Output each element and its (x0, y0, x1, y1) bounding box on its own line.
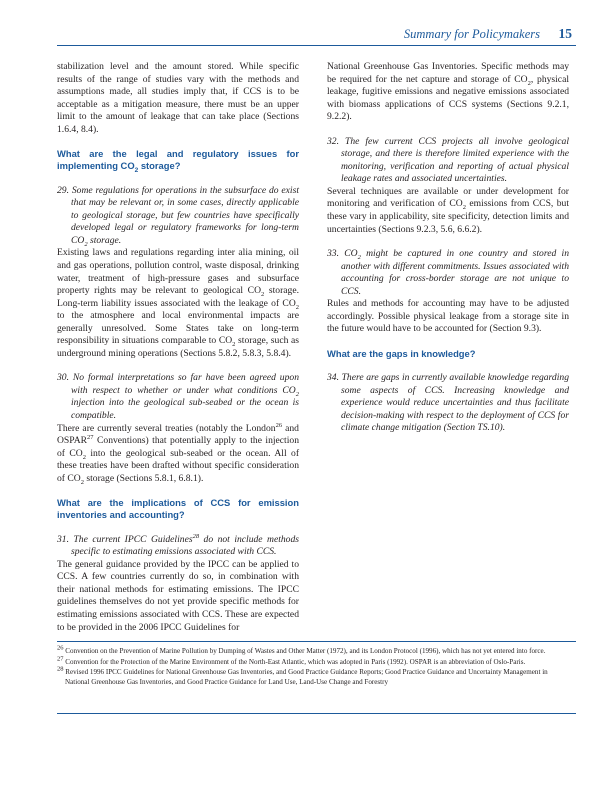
left-column (57, 61, 299, 634)
heading-legal-regulatory: What are the legal and regulatory issues for implementing $CO_2$ storage? (57, 148, 299, 175)
footnotes (57, 644, 569, 688)
paragraph-32: Several techniques are available or under development for monitoring and verification of $CO_2$ emissions from CCS, but these vary in applicability, site specificity, detection limits and uncertainties (Sections 9.2.3, 5.6, 6.6.2). (327, 185, 569, 235)
paragraph-33: Rules and methods for accounting may have to be adjusted accordingly. Possible physical leakage from a storage site in the future would have to be accounted for (Section 9.3). (327, 298, 569, 335)
footnote-rule-bottom (57, 713, 576, 714)
finding-30: 30. No formal interpretations so far have been agreed upon with respect to whether or under what conditions $CO_2$ injection into the geological sub-seabed or the ocean is compatible. (57, 372, 299, 421)
paragraph-31: The general guidance provided by the IPCC can be applied to CCS. A few countries currently do so, in combination with their national methods for estimating emissions. The IPCC guidelines themselves do not yet provide specific methods for estimating emissions associated with CCS. These are expected to be provided in the 2006 IPCC Guidelines for (57, 558, 299, 633)
heading-knowledge-gaps: What are the gaps in knowledge? (327, 347, 476, 359)
heading-implications: What are the implications of CCS for emission inventories and accounting? (57, 497, 299, 521)
finding-31: 31. The current IPCC Guidelines$^{28}$ do not include methods specific to estimating emissions associated with CCS. (57, 532, 299, 558)
right-column (327, 61, 569, 435)
paragraph-30: There are currently several treaties (notably the London$^{26}$ and OSPAR$^{27}$ Conventions) that potentially apply to the injection of $CO_2$ into the geological sub-seabed or the ocean. All of these treaties have been drafted without specific consideration of $CO_2$ storage (Sections 5.8.1, 6.8.1). (57, 421, 300, 486)
running-header-title: Summary for Policymakers (403, 27, 540, 41)
footnote-28: $^{28}$ Revised 1996 IPCC Guidelines for National Greenhouse Gas Inventories, and Good Practice Guidance Reports; Good Practice Guidance and Uncertainty Management in National Greenhouse Gas Inventories, and Good Practice Guidance for Land Use, Land-Use Change and Forestry (57, 665, 548, 686)
paragraph-intro: stabilization level and the amount stored. While specific results of the range of studies vary with the methods and assumptions made, all studies imply that, if CCS is to be acceptable as a mitigation measure, there must be an upper limit to the amount of leakage that can take place (Sections 1.6.4, 8.4). (57, 61, 299, 135)
footnote-27: $^{27}$ Convention for the Protection of the Marine Environment of the North-East Atlantic, which was adopted in Paris (1992). OSPAR is an abbreviation of Oslo-Paris. (57, 655, 526, 666)
footnote-26: $^{26}$ Convention on the Prevention of Marine Pollution by Dumping of Wastes and Other Matter (1972), and its London Protocol (1996), which has not yet entered into force. (57, 644, 546, 655)
footnote-rule-top (57, 641, 576, 642)
finding-32: 32. The few current CCS projects all involve geological storage, and there is therefore limited experience with the monitoring, verification and reporting of actual physical leakage rates and associated uncertainties. (327, 135, 569, 185)
finding-29: 29. Some regulations for operations in the subsurface do exist that may be relevant or, in some cases, directly applicable to geological storage, but few countries have specifically developed legal or regulatory frameworks for long-term $CO_2$ storage. (57, 184, 299, 248)
page-number: 15 (558, 26, 572, 41)
finding-34: 34. There are gaps in currently available knowledge regarding some aspects of CCS. Increasing knowledge and experience would reduce uncertainties and thus facilitate decision-making with respect to the deployment of CCS for climate change mitigation (Section TS.10). (327, 372, 569, 434)
header-rule (57, 45, 576, 46)
finding-33: 33. $CO_2$ might be captured in one country and stored in another with different commitments. Issues associated with accounting for cross-border storage are not unique to CCS. (327, 248, 570, 297)
paragraph-29: Existing laws and regulations regarding inter alia mining, oil and gas operations, pollution control, waste disposal, drinking water, treatment of high-pressure gases and subsurface property rights may be relevant to geological $CO_2$ storage. Long-term liability issues associated with the leakage of $CO_2$ to the atmosphere and local environmental impacts are generally unresolved. Some States take on long-term responsibility in situations comparable to $CO_2$ storage, such as underground mining operations (Sections 5.8.2, 5.8.3, 5.8.4). (57, 247, 299, 359)
paragraph-31-continued: National Greenhouse Gas Inventories. Specific methods may be required for the net capture and storage of $CO_2$, physical leakage, fugitive emissions and negative emissions associated with biomass applications of CCS systems (Sections 9.2.1, 9.2.2). (327, 61, 569, 123)
